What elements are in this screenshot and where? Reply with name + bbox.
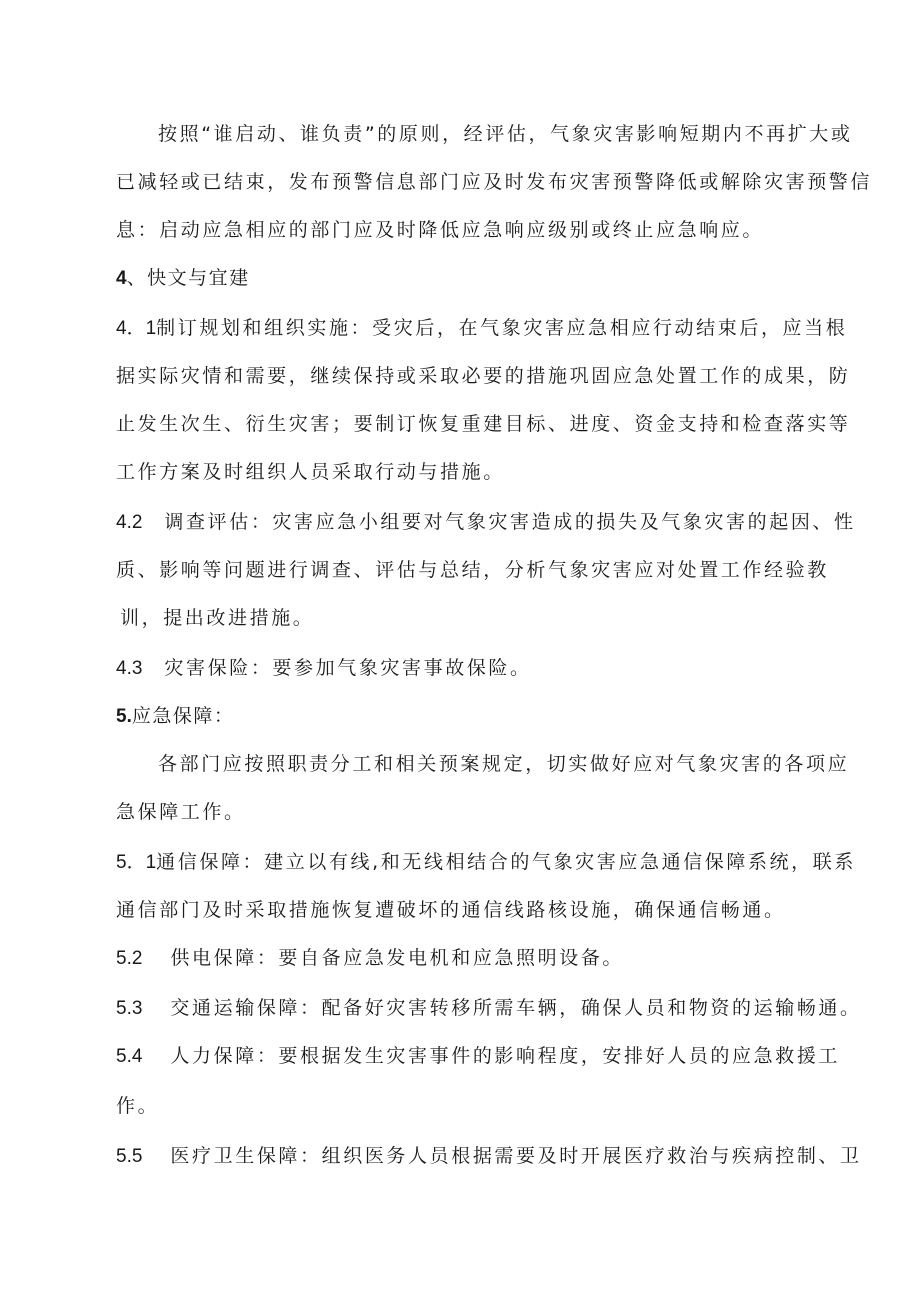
section-4-1-line-4: 工作方案及时组织人员采取行动与措施。: [116, 461, 505, 483]
section-5-2-number: 5.2: [116, 948, 143, 969]
paragraph-5-line-1: 各部门应按照职责分工和相关预案规定，切实做好应对气象灾害的各项应: [158, 753, 850, 775]
section-4-2-number: 4.2: [116, 512, 143, 533]
section-5-4-line-2: 作。: [116, 1095, 160, 1117]
section-4-3-number: 4.3: [116, 658, 143, 679]
section-5-3-number: 5.3: [116, 998, 143, 1019]
section-4-3-text: 灾害保险：要参加气象灾害事故保险。: [164, 657, 532, 679]
paragraph-1-line-2: 已减轻或已结束，发布预警信息部门应及时发布灾害预警降低或解除灾害预警信: [116, 171, 873, 193]
section-5-1-line-2: 通信部门及时采取措施恢复遭破坏的通信线路核设施，确保通信畅通。: [116, 899, 786, 921]
section-5-5-number: 5.5: [116, 1146, 143, 1167]
section-5-4-text: 人力保障：要根据发生灾害事件的影响程度，安排好人员的应急救援工: [170, 1045, 841, 1067]
section-5-heading: [116, 704, 234, 729]
section-4-3-line-1: [116, 656, 532, 681]
section-4-heading: [116, 266, 250, 291]
section-4-2-line-1: [116, 510, 856, 535]
section-4-2-text: 调查评估：灾害应急小组要对气象灾害造成的损失及气象灾害的起因、性: [164, 511, 856, 533]
section-5-1-text: 通信保障：建立以有线,和无线相结合的气象灾害应急通信保障系统，联系: [156, 851, 856, 873]
paragraph-5-line-2: 急保障工作。: [116, 801, 246, 823]
section-5-5-line-1: [116, 1144, 862, 1169]
section-5-3-line-1: [116, 996, 862, 1021]
section-5-2-line-1: [116, 946, 624, 971]
section-5-3-text: 交通运输保障：配备好灾害转移所需车辆，确保人员和物资的运输畅通。: [170, 997, 862, 1019]
section-5-4-number: 5.4: [116, 1046, 143, 1067]
section-4-1-line-1: [116, 316, 847, 341]
section-4-title: 、快文与宜建: [126, 267, 250, 289]
section-5-2-text: 供电保障：要自备应急发电机和应急照明设备。: [170, 947, 625, 969]
section-4-2-line-2: 质、影响等问题进行调查、评估与总结，分析气象灾害应对处置工作经验教: [116, 559, 829, 581]
section-5-1-number: 5．1: [116, 852, 157, 873]
section-5-title: 应急保障：: [131, 705, 235, 727]
section-4-number: 4: [116, 268, 127, 289]
section-4-2-line-3: 训，提出改进措施。: [120, 607, 315, 629]
paragraph-1-line-3: 息：启动应急相应的部门应及时降低应急响应级别或终止应急响应。: [116, 219, 765, 241]
section-5-4-line-1: [116, 1044, 840, 1069]
section-5-5-text: 医疗卫生保障：组织医务人员根据需要及时开展医疗救治与疾病控制、卫: [170, 1145, 862, 1167]
section-4-1-line-2: 据实际灾情和需要，继续保持或采取必要的措施巩固应急处置工作的成果，防: [116, 365, 851, 387]
section-5-number: 5.: [116, 706, 132, 727]
section-5-1-line-1: [116, 850, 856, 875]
section-4-1-number: 4．1: [116, 318, 157, 339]
section-4-1-line-3: 止发生次生、衍生灾害；要制订恢复重建目标、进度、资金支持和检查落实等: [116, 413, 851, 435]
section-4-1-text: 制订规划和组织实施：受灾后，在气象灾害应急相应行动结束后，应当根: [156, 317, 848, 339]
paragraph-1-line-1: 按照“谁启动、谁负责”的原则，经评估，气象灾害影响短期内不再扩大或: [158, 123, 853, 145]
